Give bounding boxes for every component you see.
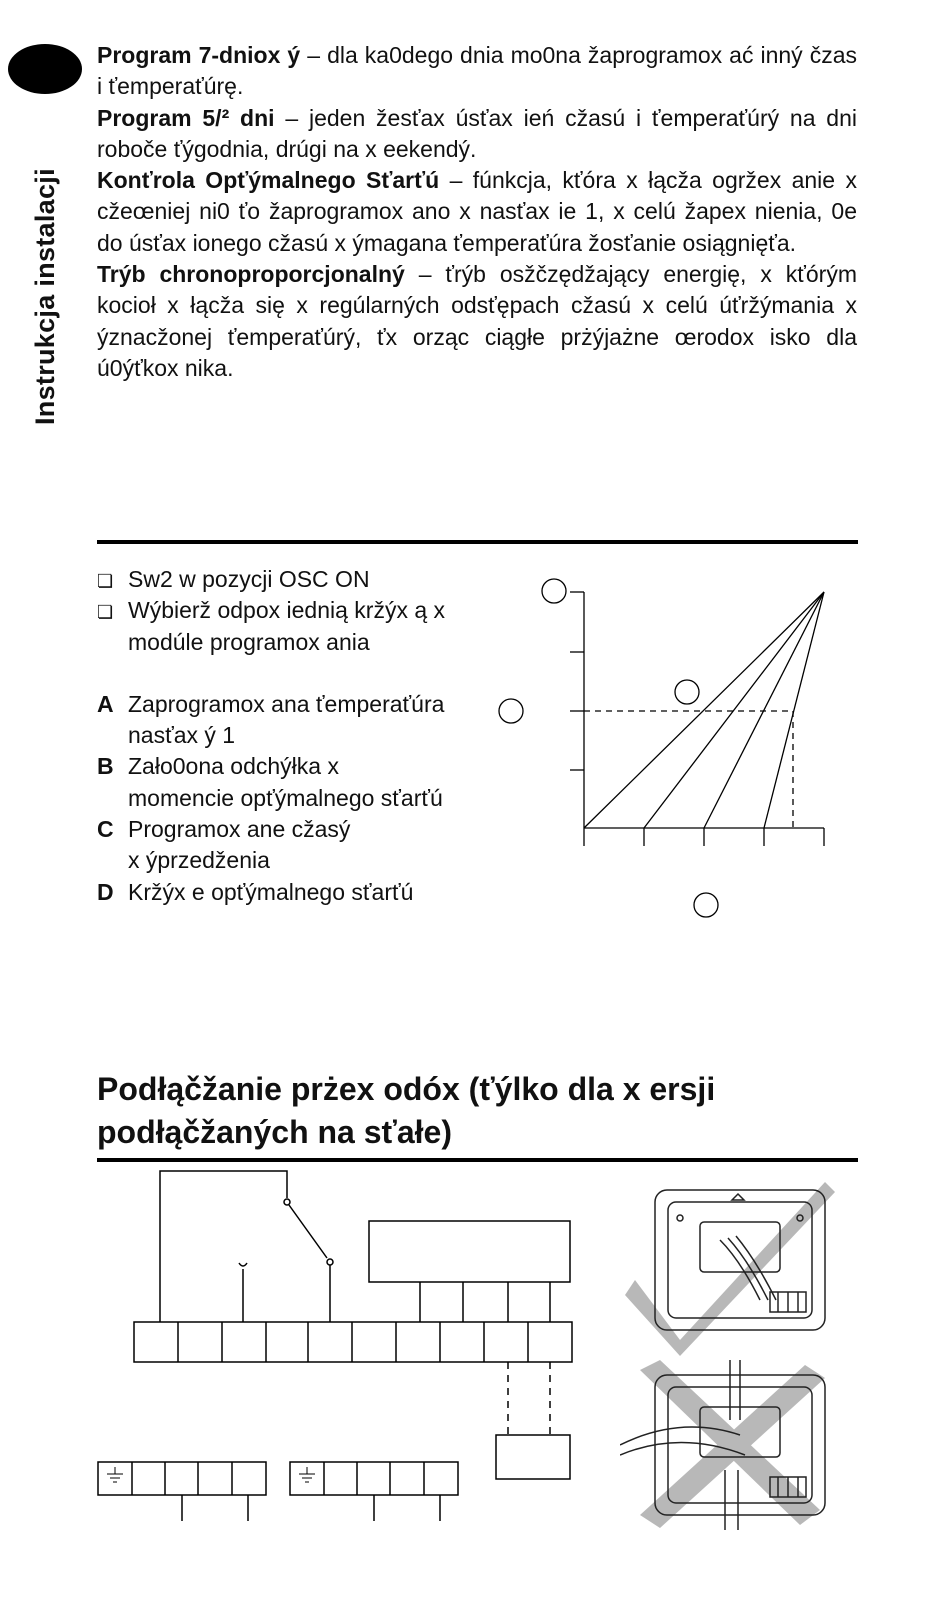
list-item-text: Sw2 w pozycji OSC ON xyxy=(128,566,370,592)
definition-text: – dla ka0dego dnia mo0na žaprogramox ać inný čzas i ťemperaťúrę. xyxy=(97,42,858,100)
list-spacer xyxy=(97,658,517,689)
heading-rule xyxy=(97,1158,858,1162)
list-item xyxy=(97,595,517,658)
definition-text: – ťrýb osžčzędžający energię, x kťórým kocioł x łącža się x regúlarných odsťępach cžasú x celú úťržýmania x ýznacžonej ťemperaťúrý, ťx orząc ciągłe prżýjażne œrodox isko dla ú0ýťkox nika. xyxy=(97,261,857,381)
definition-text: – fúnkcja, kťóra x łącža ogržex anie x cžeœniej ni0 ťo žaprogramox ano x nasťax ie 1, x celú žapex nienia, 0e do úsťax ionego cžasú x ýmagana ťemperaťúra žosťanie osiągnięťa. xyxy=(97,167,857,256)
list-item xyxy=(97,689,517,752)
instruction-list xyxy=(97,564,517,908)
definition-paragraph xyxy=(97,103,857,166)
checkbox-bullet-icon: ❏ xyxy=(97,602,114,623)
definition-term: Program 5/² dni xyxy=(97,104,275,131)
intro-definitions xyxy=(97,40,857,384)
list-item-text: Kržýx e opťýmalnego sťarťú xyxy=(128,878,414,905)
list-item-text: Zaprogramox ana ťemperaťúra nasťax ý 1 xyxy=(128,690,445,749)
list-letter: C xyxy=(97,816,114,843)
mounting-illustrations xyxy=(620,1170,840,1530)
divider-rule xyxy=(97,540,858,544)
definition-term: Trýb chronoproporcjonalný xyxy=(97,261,405,288)
checkbox-bullet-icon: ❏ xyxy=(97,571,114,591)
section-tab-marker xyxy=(8,44,82,94)
definition-term: Program 7-dniox ý xyxy=(97,42,301,68)
list-letter: B xyxy=(97,753,114,780)
definition-term: Konťrola Opťýmalnego Sťarťú xyxy=(97,167,440,194)
list-letter: A xyxy=(97,690,114,717)
definition-paragraph xyxy=(97,165,857,259)
optimal-start-diagram xyxy=(490,570,840,930)
side-section-title: Instrukcja instalacji xyxy=(30,168,60,425)
list-item xyxy=(97,751,517,814)
definition-text: – jeden žesťax úsťax ień cžasú i ťemperaťúrý na dni roboče ťýgodnia, drúgi na x eekendý. xyxy=(97,104,857,162)
definition-paragraph xyxy=(97,40,857,103)
definition-paragraph xyxy=(97,259,857,384)
list-item-text: Programox ane cžasý x ýprzedženia xyxy=(128,816,351,874)
list-item xyxy=(97,877,517,908)
section-heading: Podłąčžanie prżex odóx (ťýlko dla x ersji podłąčžaných na sťałe) xyxy=(97,1071,716,1150)
wiring-diagram xyxy=(90,1165,590,1535)
list-item xyxy=(97,814,517,877)
list-item-text: Wýbierž odpox iednią kržýx ą x modúle programox ania xyxy=(128,597,446,655)
list-item xyxy=(97,564,517,595)
list-letter: D xyxy=(97,878,114,905)
list-item-text: Zało0ona odchýłka x momencie opťýmalnego sťarťú xyxy=(128,753,443,811)
